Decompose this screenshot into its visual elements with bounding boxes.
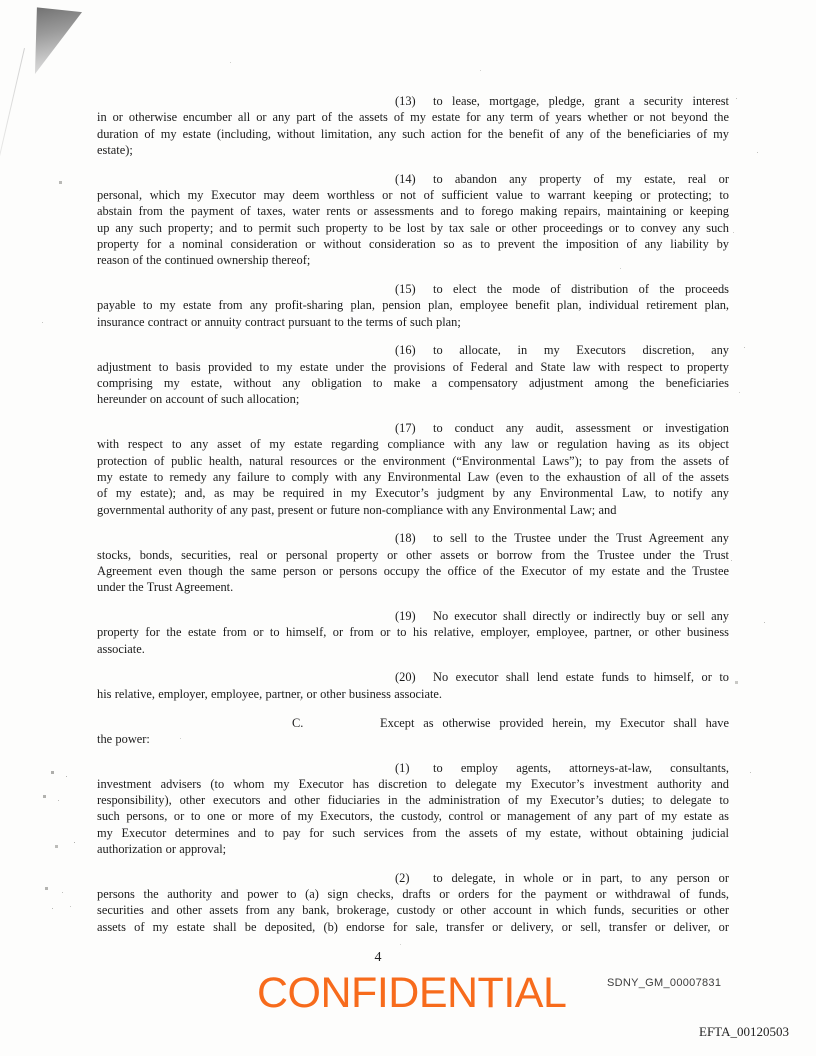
text-line: under the Trust Agreement. xyxy=(97,580,234,595)
text-line: property for a nominal consideration or without consideration so as to prevent the imposition of any liability by xyxy=(97,236,729,251)
paragraph-number: (16) xyxy=(395,343,416,358)
paragraph-number: (19) xyxy=(395,609,416,624)
first-line-text: to elect the mode of distribution of the proceeds xyxy=(433,281,729,296)
text-line xyxy=(97,281,729,297)
numbered-paragraph xyxy=(97,420,729,518)
scan-streak-artifact xyxy=(0,48,25,194)
paragraph-number: (18) xyxy=(395,531,416,546)
text-line: my Executor determines and to pay for such services from the assets of my estate, without obtaining judicial xyxy=(97,825,729,840)
scan-noise-speckles xyxy=(0,0,1,1)
paragraph-number: (20) xyxy=(395,670,416,685)
numbered-paragraph xyxy=(97,608,729,657)
text-line: comprising my estate, without any obligation to make a compensatory adjustment among the beneficiaries xyxy=(97,375,729,390)
text-line xyxy=(97,760,729,776)
text-line: authorization or approval; xyxy=(97,842,227,857)
text-line: duration of my estate (including, without limitation, any such action for the benefit of any of the beneficiaries of my xyxy=(97,126,729,141)
paragraph-number: (14) xyxy=(395,171,416,186)
section-label: C. xyxy=(292,715,304,730)
text-line: governmental authority of any past, present or future non-compliance with any Environmental Law; and xyxy=(97,502,617,517)
text-line: insurance contract or annuity contract pursuant to the terms of such plan; xyxy=(97,314,461,329)
first-line-text: Except as otherwise provided herein, my Executor shall have xyxy=(380,715,729,730)
text-line xyxy=(97,669,729,685)
text-line: in or otherwise encumber all or any part of the assets of my estate for any term of years whether or not beyond the xyxy=(97,110,729,125)
numbered-paragraph xyxy=(97,530,729,595)
first-line-text: to employ agents, attorneys-at-law, consultants, xyxy=(433,760,729,775)
text-line: assets of my estate shall be deposited, (b) endorse for sale, transfer or delivery, or sell, transfer or deliver, or xyxy=(97,919,729,934)
text-line: my estate to remedy any failure to comply with any Environmental Law (even to the exhaustion of all of the assets xyxy=(97,469,729,484)
text-line: the power: xyxy=(97,731,150,746)
paragraph-number: (15) xyxy=(395,281,416,296)
text-line: responsibility), other executors and other fiduciaries in the administration of my Executor’s duties; to delegate to xyxy=(97,793,729,808)
first-line-text: to allocate, in my Executors discretion, any xyxy=(433,343,729,358)
paragraph-number: (13) xyxy=(395,94,416,108)
text-line xyxy=(97,93,729,109)
numbered-paragraph xyxy=(97,669,729,702)
text-line xyxy=(97,715,729,731)
text-line: adjustment to basis provided to my estate under the provisions of Federal and State law with respect to property xyxy=(97,359,729,374)
text-line: property for the estate from or to himself, or from or to his relative, employer, employee, partner, or other business xyxy=(97,625,729,640)
text-line: his relative, employer, employee, partner, or other business associate. xyxy=(97,686,443,701)
numbered-paragraph xyxy=(97,342,729,407)
text-line xyxy=(97,608,729,624)
text-line xyxy=(97,530,729,546)
numbered-paragraph xyxy=(97,281,729,330)
text-line: hereunder on account of such allocation; xyxy=(97,392,300,407)
text-line: associate. xyxy=(97,641,145,656)
paragraph-number: (2) xyxy=(395,870,410,885)
numbered-paragraph xyxy=(97,760,729,858)
scan-corner-artifact xyxy=(33,6,82,74)
paragraph-number: (17) xyxy=(395,421,416,436)
first-line-text: to lease, mortgage, pledge, grant a security interest xyxy=(433,94,729,108)
section-paragraph xyxy=(97,715,729,748)
paragraph-number: (1) xyxy=(395,760,410,775)
text-line: protection of public health, natural resources or the environment (“Environmental Laws”); to pay from the assets of xyxy=(97,453,729,468)
text-line: persons the authority and power to (a) sign checks, drafts or orders for the payment or withdrawal of funds, xyxy=(97,887,729,902)
text-line: reason of the continued ownership thereof; xyxy=(97,253,311,268)
text-line xyxy=(97,171,729,187)
text-line: Agreement even though the same person or persons occupy the office of the Executor of my estate and the Trustee xyxy=(97,563,729,578)
bates-number-efta: EFTA_00120503 xyxy=(699,1024,789,1039)
text-line: payable to my estate from any profit-sharing plan, pension plan, employee benefit plan, individual retirement plan, xyxy=(97,298,729,313)
text-line: personal, which my Executor may deem worthless or not of sufficient value to warrant keeping or protecting; to xyxy=(97,187,729,202)
text-line: securities and other assets from any bank, brokerage, custody or other account in which funds, securities or other xyxy=(97,903,729,918)
text-line: with respect to any asset of my estate regarding compliance with any law or regulation having as its object xyxy=(97,437,729,452)
text-line: stocks, bonds, securities, real or personal property or other assets or borrow from the Trustee under the Trust xyxy=(97,547,729,562)
first-line-text: No executor shall directly or indirectly buy or sell any xyxy=(433,609,729,624)
text-line: such persons, or to one or more of my Executors, the custody, control or management of any part of my estate as xyxy=(97,809,729,824)
numbered-paragraph xyxy=(97,171,729,269)
text-line: investment advisers (to whom my Executor has discretion to delegate my Executor’s investment authority and xyxy=(97,776,729,791)
numbered-paragraph xyxy=(97,870,729,935)
text-line xyxy=(97,870,729,886)
text-line: abstain from the payment of taxes, water rents or assessments and to forego making repairs, maintaining or keeping xyxy=(97,204,729,219)
first-line-text: to conduct any audit, assessment or investigation xyxy=(433,421,729,436)
first-line-text: to abandon any property of my estate, real or xyxy=(433,171,729,186)
bates-number-sdny: SDNY_GM_00007831 xyxy=(607,977,722,989)
text-line xyxy=(97,420,729,436)
numbered-paragraph xyxy=(97,93,729,158)
first-line-text: No executor shall lend estate funds to himself, or to xyxy=(433,670,729,685)
page-number: 4 xyxy=(374,950,382,965)
first-line-text: to sell to the Trustee under the Trust Agreement any xyxy=(433,531,729,546)
text-line: up any such property; and to permit such property to be lost by tax sale or other proceedings or to convey any such xyxy=(97,220,729,235)
text-line xyxy=(97,342,729,358)
first-line-text: to delegate, in whole or in part, to any person or xyxy=(433,870,729,885)
text-line: of my estate); and, as may be required in my Executor’s judgment by any Environmental Law, to notify any xyxy=(97,486,729,501)
confidential-stamp: CONFIDENTIAL xyxy=(257,969,567,1017)
text-line: estate); xyxy=(97,142,133,157)
document-body xyxy=(97,93,729,948)
